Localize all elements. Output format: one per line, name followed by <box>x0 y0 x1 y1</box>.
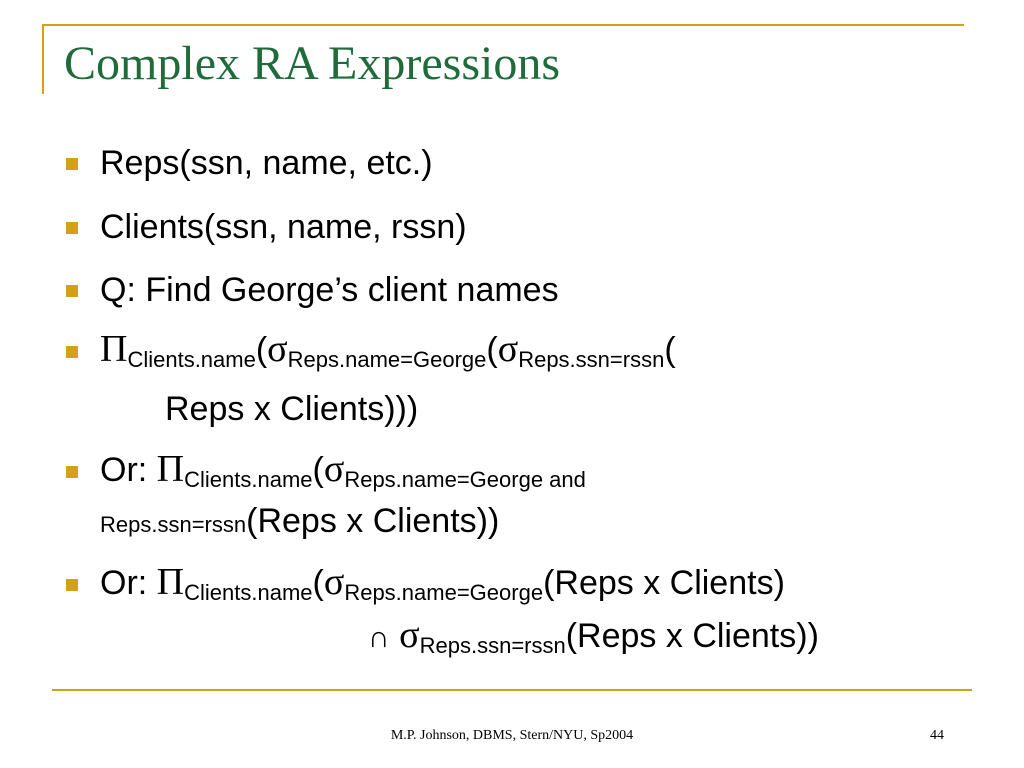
or-prefix: Or: <box>100 451 157 489</box>
sigma-symbol: σ <box>323 448 345 490</box>
or-prefix: Or: <box>100 564 157 602</box>
paren: ( <box>255 331 268 369</box>
paren: ( <box>486 331 498 369</box>
bullet-marker <box>66 222 78 234</box>
bullet-marker <box>66 466 78 478</box>
bullet-marker <box>66 158 78 170</box>
ra-expression-3-cont <box>368 616 819 657</box>
sigma-symbol: σ <box>399 614 420 656</box>
selection-subscript: Reps.name=George <box>344 580 544 605</box>
slide-title: Complex RA Expressions <box>64 37 561 90</box>
bullet-text: Reps(ssn, name, etc.) <box>100 144 433 182</box>
selection-subscript: Reps.ssn=rssn <box>419 633 566 658</box>
expression-rest: (Reps x Clients)) <box>246 502 500 540</box>
bullet-marker <box>66 346 78 358</box>
paren: ( <box>312 564 324 602</box>
footer-text: M.P. Johnson, DBMS, Stern/NYU, Sp2004 <box>390 728 634 743</box>
bullet-marker <box>66 579 78 591</box>
ra-expression-1 <box>100 330 676 371</box>
page-number: 44 <box>930 728 944 743</box>
ra-expression-2 <box>100 450 586 491</box>
paren: ( <box>312 451 324 489</box>
selection-subscript: Reps.name=George and <box>344 467 586 492</box>
projection-subscript: Clients.name <box>184 580 313 605</box>
pi-symbol: Π <box>100 328 128 370</box>
selection-subscript: Reps.ssn=rssn <box>518 347 665 372</box>
sigma-symbol: σ <box>267 328 288 370</box>
sigma-symbol: σ <box>497 328 519 370</box>
expression-rest: (Reps x Clients)) <box>565 617 819 655</box>
bullet-text: Q: Find George’s client names <box>100 271 559 309</box>
projection-subscript: Clients.name <box>127 347 256 372</box>
bullet-marker <box>66 285 78 297</box>
selection-subscript: Reps.name=George <box>287 347 487 372</box>
pi-symbol: Π <box>156 561 185 603</box>
footer-rule <box>52 689 972 691</box>
intersection-symbol: ∩ <box>368 621 390 654</box>
bullet-text: Clients(ssn, name, rssn) <box>100 208 467 246</box>
expression-rest: (Reps x Clients) <box>543 564 785 602</box>
ra-expression-3 <box>100 563 785 604</box>
paren: ( <box>664 331 676 369</box>
ra-expression-2-cont <box>100 504 499 538</box>
projection-subscript: Clients.name <box>184 467 313 492</box>
sigma-symbol: σ <box>323 561 345 603</box>
ra-expression-1-cont: Reps x Clients))) <box>165 390 419 428</box>
pi-symbol: Π <box>156 448 185 490</box>
selection-subscript: Reps.ssn=rssn <box>100 512 247 537</box>
